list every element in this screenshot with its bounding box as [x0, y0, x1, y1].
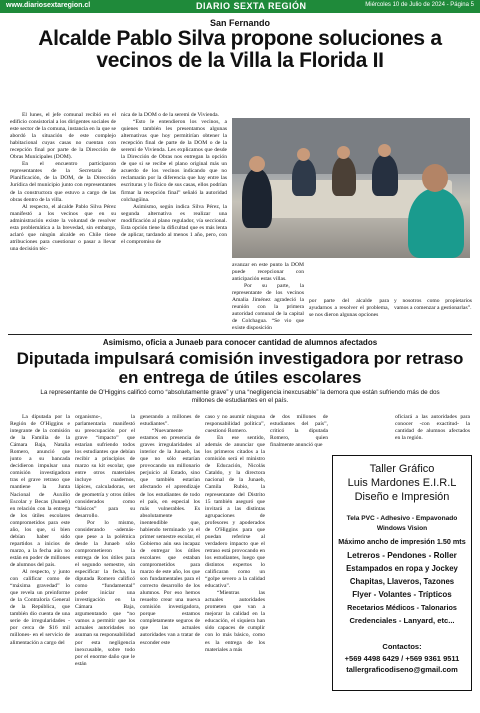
article2-column-1 [10, 414, 70, 709]
paragraph: y nosotros como propietarios vamos a comenzar a gestionarlas”. [394, 298, 472, 312]
section-divider [8, 334, 472, 335]
paragraph: generando a millones de estudiantes”. [140, 414, 200, 428]
ad-title-2: Luis Mardones E.I.R.L [347, 477, 457, 489]
ad-service: Letreros - Pendones - Roller [347, 551, 457, 560]
article2-subhead: La representante de O'Higgins calificó como “absolutamente grave” y una “negligencia inexcusable” la demora que están sufriendo más de dos millones de estudiantes en el país. [40, 389, 440, 404]
paragraph: por parte del alcalde para ayudarnos a resolver el problema, se nos dieron algunas opciones [309, 298, 389, 319]
paragraph: organismo-, la parlamentaria manifestó su preocupación por el grave “impacto” que estarían sufriendo todos los estudiantes que debían recibir a principios de marzo su kit escolar, que entre otros materiales incluye cuadernos, lápices, calculadoras, set de geometría y otros útiles considerados como “básicos” para su desarrollo. [75, 414, 135, 519]
print-shop-advertisement [332, 455, 472, 691]
article1-headline: Alcalde Pablo Silva propone soluciones a vecinos de la Villa la Florida II [38, 27, 442, 72]
ad-title-3: Diseño e Impresión [354, 491, 450, 503]
ad-email[interactable]: tallergraficodiseno@gmail.com [346, 665, 458, 674]
article1-caption-column-3 [394, 298, 472, 332]
article2-column-4 [205, 414, 265, 709]
paragraph: Por su parte, la representante de los vecinos Amalia Jiménez agradeció la reunión con la primera autoridad comunal de la capital de Colchagua. “Se vio que existe disposición [232, 283, 304, 332]
paragraph: “Mientras las actuales autoridades prometen que van a mejorar la calidad en la educación, el siquiera han sido capaces de cumplir con lo más básico, como es la entrega de los materiales a más [205, 590, 265, 653]
article1-caption-column-2 [309, 298, 389, 332]
page-date: Miércoles 10 de Julio de 2024 - Página 5 [365, 2, 474, 8]
paragraph: “Esto le entendieron los vecinos, a quienes también les presentamos algunas alternativas que hoy permitirían obtener la recepción final de parte de la DOM o de la seremi de Vivienda. Les explicamos que desde la Dirección de Obras nos entregan la opción de que si se recibe el plano original más un acuerdo de los vecinos indicando que no reclamarán por la diferencia que hay entre las escrituras y lo físico de sus casas, ellos podrían firmar la recepción final” señaló la autoridad colchagüina. [121, 119, 227, 203]
paragraph: En ese sentido, además de anunciar que los primeros citados a la comisión será el ministro de Educación, Nicolás Cataldo, y la directora nacional de la Junaeb, Camila Rubio, la representante del Distrito 15 también aseguró que invitará a las distintas agrupaciones de profesores y apoderados de O'Higgins para que puedan referirse al verdadero impacto que el retraso está provocando en los estudiantes, luego que distintos expertos lo calificaran como un “golpe severo a la calidad educativa”. [205, 435, 265, 590]
page-header [0, 0, 480, 13]
newspaper-name: DIARIO SEXTA REGIÓN [196, 1, 307, 11]
paragraph: Por lo mismo, considerando -además- que pese a la polémica desde la Junaeb sólo comprometieron la entrega de los útiles para el segundo semestre, sin especificar la fecha, la diputada Romero calificó como “fundamental” poder iniciar una investigación en la Cámara Baja, argumentando que “no vamos a permitir que los actuales autoridades no asuman su responsabilidad por esta negligencia inexcusable, sobre todo por el enorme daño que le están [75, 519, 135, 667]
ad-service: Recetarios Médicos - Talonarios [347, 603, 457, 612]
paragraph: Al respecto, y junto con calificar como de “máxima gravedad” lo que revela un preinforme de la Contraloría General de la República, que también dio cuenta de una serie de irregularidades -por cerca de $16 mil millones- en el servicio de alimentación a cargo del [10, 569, 70, 646]
paragraph: avanzar en este punto la DOM puede recepcionar con anticipación estas villas. [232, 262, 304, 283]
ad-contact-label: Contactos: [382, 642, 422, 651]
ad-service: Estampados en ropa y Jockey [346, 564, 458, 573]
ad-service: Windows Vision [376, 525, 428, 532]
site-url[interactable]: www.diariosextaregion.cl [6, 2, 91, 9]
ad-phone[interactable]: +569 4498 6429 / +569 9361 9511 [344, 654, 460, 663]
ad-service: Credenciales - Lanyard, etc... [349, 616, 455, 625]
paragraph: de dos millones de estudiantes del país”, criticó la diputada Romero, quien finalmente anunció que [270, 414, 328, 449]
paragraph: caso y no asumir ninguna responsabilidad política”, cuestionó Romero. [205, 414, 265, 435]
article1-column-1 [10, 112, 116, 330]
article2-column-3 [140, 414, 200, 709]
meeting-photo [232, 118, 470, 258]
article2-kicker: Asimismo, oficia a Junaeb para conocer cantidad de alumnos afectados [102, 338, 378, 347]
article1-caption-column-1 [232, 262, 304, 334]
paragraph: El lunes, el jefe comunal recibió en el edificio consistorial a los dirigentes sociales de este sector de la comuna, instancia en la que se abordó la situación de este complejo habitacional cuyas casas no cuentan con recepción final por parte de la Dirección de Obras Municipales (DOM). [10, 112, 116, 161]
article2-column-6 [395, 414, 470, 454]
paragraph: “Nuevamente estamos en presencia de graves irregularidades al interior de la Junaeb, las que no sólo estarían provocando un millonario perjuicio al Estado, sino que también estarían afectando el aprendizaje de los estudiantes de todo el país, en especial los más vulnerables. Es absolutamente inentendible que, habiendo terminado ya el primer semestre escolar, el Gobierno aún sea incapaz de entregar los útiles escolares que estaban comprometidos para marzo de este año, los que son fundamentales para el correcto desarrollo de los alumnos. Por eso hemos resuelto crear una nueva comisión investigadora, porque estamos completamente seguros de que las actuales autoridades van a tratar de esconder este [140, 428, 200, 646]
article2-column-5 [270, 414, 328, 454]
paragraph: nica de la DOM o de la seremi de Vivienda. [121, 112, 220, 118]
ad-service: Chapitas, Llaveros, Tazones [349, 577, 455, 586]
ad-service: Máximo ancho de impresión 1.50 mts [338, 537, 466, 546]
paragraph: Al respecto, el alcalde Pablo Silva Pérez manifestó a los vecinos que en su administración existe la voluntad de resolver esta problemática a la brevedad, sin embargo, aclaró que ningún alcalde en Chile tiene atribuciones para cuestionar o pasar a llevar una decisión téc- [10, 203, 116, 252]
paragraph: Asimismo, según indica Silva Pérez, la segunda alternativa es realizar una modificación al plano regulador, vía seccional. Esta opción tiene la dificultad que es más lenta de aplicar, tardando al menos 1 año, pero, con el compromiso de [121, 203, 227, 245]
ad-service: Flyer - Volantes - Trípticos [352, 590, 452, 599]
article2-column-2 [75, 414, 135, 709]
article1-column-2 [121, 112, 227, 330]
ad-title-1: Taller Gráfico [369, 463, 435, 475]
article1-kicker: San Fernando [209, 18, 270, 28]
ad-service: Tela PVC - Adhesivo - Empavonado [346, 515, 458, 522]
paragraph: La diputada por la Región de O'Higgins e integrante de la comisión de la Familia de la Cámara Baja, Natalia Romero, anunció que junto a su bancada decidieron impulsar una comisión investigadora tras el grave retraso que mantiene la Junta Nacional de Auxilio Escolar y Becas (Junaeb) en relación con la entrega de los útiles escolares comprometidos para este año, los que, si bien debían haber sido repartidos a inicios de marzo, a la fecha aún no están en poder de millones de alumnos del país. [10, 414, 70, 568]
paragraph: oficiará a las autoridades para conocer -con exactitud- la cantidad de alumnos afectados en la región. [395, 414, 470, 442]
paragraph: En el encuentro participaron representantes de la Secretaría de Planificación, de la DOM, de la Dirección Jurídica del municipio junto con representantes de la constructora que estuvo a cargo de las obras dentro de la villa. [10, 161, 116, 203]
article2-headline: Diputada impulsará comisión investigadora por retraso en entrega de útiles escolares [16, 349, 464, 387]
